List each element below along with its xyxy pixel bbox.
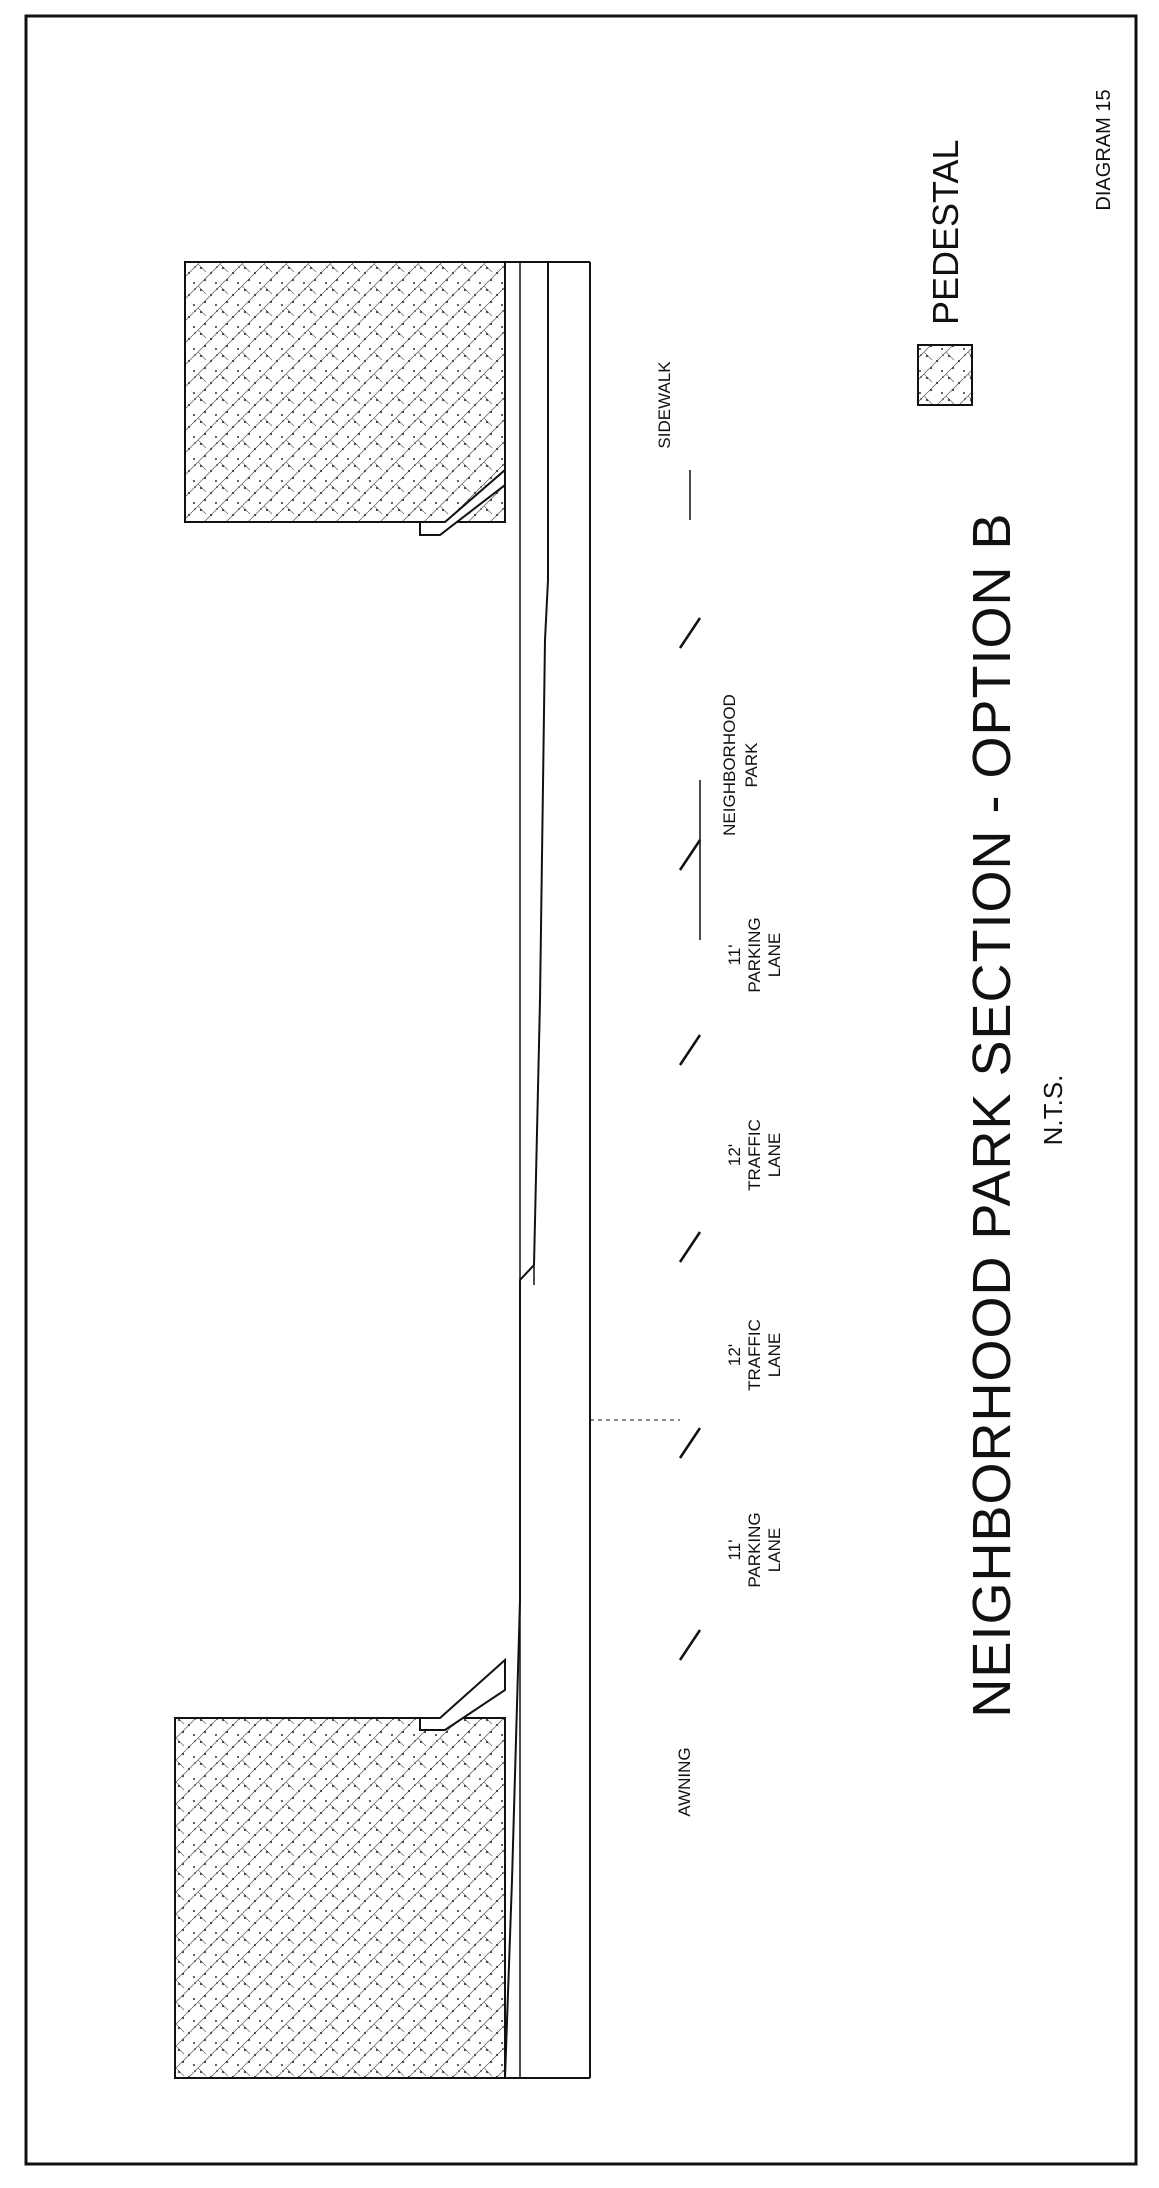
legend	[918, 140, 972, 405]
neighborhood-park-label	[720, 694, 761, 836]
svg-text:12': 12'	[725, 1143, 744, 1167]
traffic-lane-1-label	[725, 1319, 784, 1391]
svg-text:LANE: LANE	[765, 932, 784, 978]
svg-text:TRAFFIC: TRAFFIC	[745, 1119, 764, 1191]
parking-lane-right-label	[725, 917, 784, 992]
svg-text:TRAFFIC: TRAFFIC	[745, 1319, 764, 1391]
svg-text:LANE: LANE	[765, 1332, 784, 1378]
parking-lane-left-label	[725, 1512, 784, 1587]
diagram-number: DIAGRAM 15	[1093, 89, 1115, 211]
svg-text:NEIGHBORHOOD: NEIGHBORHOOD	[720, 694, 739, 836]
lane-labels	[655, 361, 784, 1817]
svg-text:PARKING: PARKING	[745, 1512, 764, 1588]
legend-swatch-pedestal	[918, 345, 972, 405]
dimension-ticks	[680, 618, 700, 1660]
svg-text:PARKING: PARKING	[745, 917, 764, 993]
svg-text:12': 12'	[725, 1343, 744, 1367]
street-profile	[505, 262, 548, 2078]
street-section	[175, 262, 700, 2078]
diagram-title: NEIGHBORHOOD PARK SECTION - OPTION B	[962, 512, 1022, 1718]
building-left-pedestal	[175, 1718, 505, 2078]
svg-text:LANE: LANE	[765, 1527, 784, 1573]
svg-text:LANE: LANE	[765, 1132, 784, 1178]
legend-label-pedestal: PEDESTAL	[925, 139, 966, 325]
traffic-lane-2-label	[725, 1119, 784, 1191]
sidewalk-label: SIDEWALK	[655, 361, 674, 449]
diagram-subtitle: N.T.S.	[1038, 1074, 1068, 1146]
svg-text:11': 11'	[725, 1539, 744, 1561]
awning-label: AWNING	[675, 1747, 694, 1817]
building-right-pedestal	[185, 262, 505, 522]
svg-text:PARK: PARK	[742, 742, 761, 788]
svg-text:11': 11'	[725, 944, 744, 966]
